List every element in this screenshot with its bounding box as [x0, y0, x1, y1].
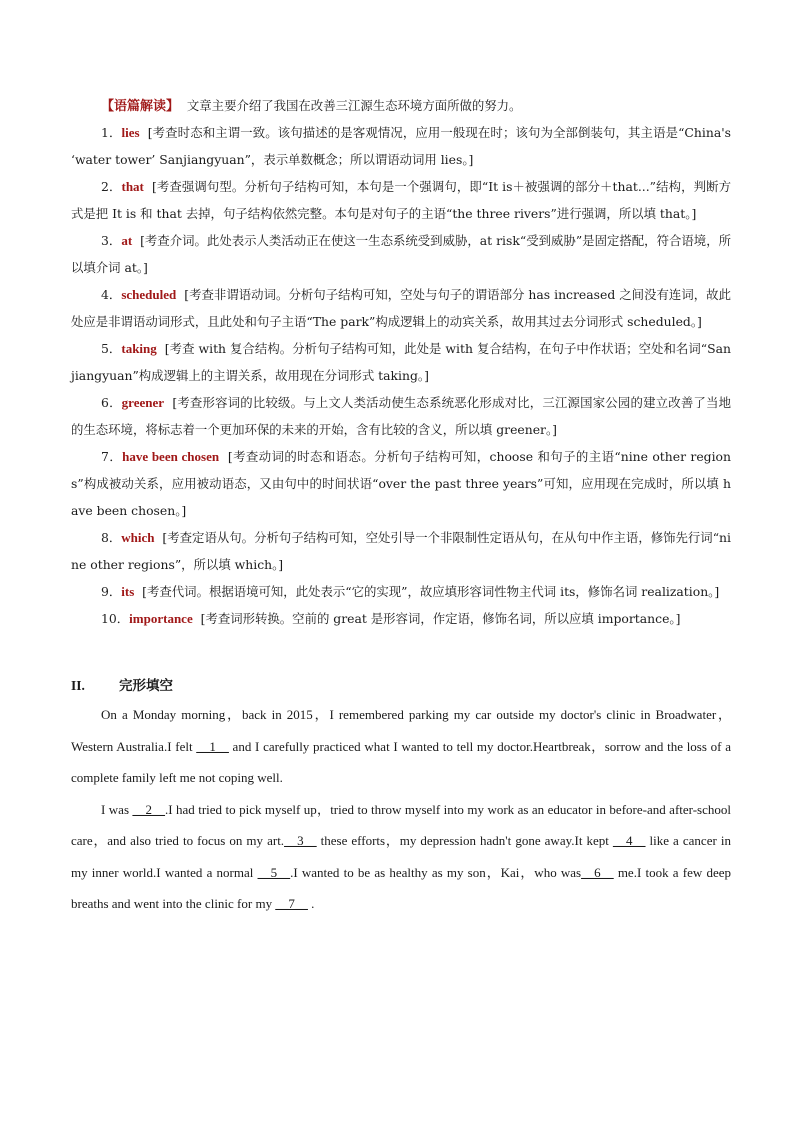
- document-content: [71, 92, 731, 920]
- answer-number: 6．: [101, 395, 122, 410]
- answer-word: have been chosen: [122, 449, 220, 464]
- answer-number: 10．: [101, 611, 130, 626]
- passage-text: these efforts，my depression hadn't gone away.It kept: [316, 833, 613, 848]
- answer-item: [71, 281, 731, 335]
- cloze-blank: __5__: [257, 864, 291, 880]
- answer-item: [71, 443, 731, 524]
- answer-item: [71, 389, 731, 443]
- passage-text: .I wanted to be as healthy as my son，Kai，who was: [290, 864, 582, 880]
- cloze-blank: __4__: [612, 833, 646, 848]
- answer-word: importance: [129, 611, 193, 626]
- passage-paragraph: [71, 699, 731, 794]
- answer-word: its: [121, 584, 135, 599]
- passage-text: .: [307, 896, 315, 911]
- answer-word: taking: [121, 341, 157, 356]
- answer-number: 7．: [101, 449, 123, 464]
- intro-label: 【语篇解读】: [101, 98, 180, 113]
- section-heading: [71, 672, 731, 699]
- answer-word: which: [121, 530, 155, 545]
- answer-item: [71, 335, 731, 389]
- answer-number: 5．: [101, 341, 122, 356]
- answer-number: 4．: [101, 287, 122, 302]
- passage-text: me.I took a few deep breaths and went into the clinic for my: [71, 864, 731, 911]
- answer-number: 8．: [101, 530, 122, 545]
- answer-item: [71, 605, 731, 632]
- cloze-blank: __1__: [196, 738, 229, 754]
- passage-text: On a Monday morning，back in 2015，I remembered parking my car outside my doctor's clinic in Broadwater，Western Australia.I felt: [71, 707, 732, 754]
- answer-item: [71, 173, 731, 227]
- section-number: II.: [71, 678, 85, 693]
- answer-explanation: [考查 with 复合结构。分析句子结构可知，此处是 with 复合结构，在句子中作状语；空处和名词“Sanjiangyuan”构成逻辑上的主谓关系，故用现在分词形式 taking。]: [71, 341, 731, 383]
- answer-explanation: [考查形容词的比较级。与上文人类活动使生态系统恶化形成对比，三江源国家公园的建立改善了当地的生态环境，将标志着一个更加环保的未来的开始，含有比较的含义，所以填 greener。]: [71, 395, 731, 437]
- answer-explanation: [考查动词的时态和语态。分析句子结构可知，choose 和句子的主语“nine other regions”构成被动关系，应用被动语态，又由句中的时间状语“over the past three years”可知，应用现在完成时，所以填 have been chosen。]: [71, 449, 731, 518]
- passage-text: I was: [101, 801, 133, 817]
- answer-item: [71, 227, 731, 281]
- answer-explanation: [考查代词。根据语境可知，此处表示“它的实现”，故应填形容词性物主代词 its，修饰名词 realization。]: [142, 584, 720, 599]
- answer-explanation: [考查定语从句。分析句子结构可知，空处引导一个非限制性定语从句，在从句中作主语，修饰先行词“nine other regions”，所以填 which。]: [71, 530, 731, 572]
- answer-item: [71, 524, 731, 578]
- answer-word: that: [121, 179, 144, 194]
- answer-word: at: [121, 233, 133, 248]
- answer-word: lies: [121, 125, 140, 140]
- answer-word: greener: [121, 395, 165, 410]
- section-title: 完形填空: [119, 678, 173, 693]
- intro-paragraph: [71, 92, 731, 119]
- cloze-passage: [71, 699, 731, 920]
- answer-explanation: [考查时态和主谓一致。该句描述的是客观情况，应用一般现在时；该句为全部倒装句，其主语是“China's ‘water tower’ Sanjiangyuan”，表示单数概念；所以谓语动词用 lies。]: [71, 125, 731, 167]
- passage-text: and I carefully practiced what I wanted to tell my doctor.Heartbreak，sorrow and the loss of a complete family left me not coping well.: [71, 738, 731, 785]
- cloze-blank: __2__: [132, 801, 165, 817]
- answer-number: 3．: [101, 233, 122, 248]
- answer-list: [71, 119, 731, 632]
- answer-explanation: [考查强调句型。分析句子结构可知，本句是一个强调句，即“It is＋被强调的部分＋that...”结构，判断方式是把 It is 和 that 去掉，句子结构依然完整。本句是对句子的主语“the three rivers”进行强调，所以填 that。]: [71, 179, 731, 221]
- cloze-blank: __7__: [275, 896, 308, 911]
- answer-number: 1．: [101, 125, 122, 140]
- answer-number: 2．: [101, 179, 122, 194]
- answer-explanation: [考查介词。此处表示人类活动正在使这一生态系统受到威胁，at risk“受到威胁”是固定搭配，符合语境，所以填介词 at。]: [71, 233, 731, 275]
- answer-explanation: [考查非谓语动词。分析句子结构可知，空处与句子的谓语部分 has increased 之间没有连词，故此处应是非谓语动词形式，且此处和句子主语“The park”构成逻辑上的动宾关系，故用其过去分词形式 scheduled。]: [71, 287, 731, 329]
- passage-text: .I had tried to pick myself up，tried to throw myself into my work as an educator in before-and after-school care，and also tried to focus on my art.: [71, 801, 731, 848]
- answer-explanation: [考查词形转换。空前的 great 是形容词，作定语，修饰名词，所以应填 importance。]: [200, 611, 681, 626]
- cloze-blank: __3__: [284, 833, 317, 848]
- passage-text: like a cancer in my inner world.I wanted a normal: [71, 833, 731, 880]
- answer-number: 9．: [101, 584, 122, 599]
- cloze-blank: __6__: [581, 864, 614, 880]
- spacer: [71, 632, 731, 672]
- passage-paragraph: [71, 794, 731, 920]
- answer-word: scheduled: [121, 287, 177, 302]
- answer-item: [71, 119, 731, 173]
- answer-item: [71, 578, 731, 605]
- intro-text: 文章主要介绍了我国在改善三江源生态环境方面所做的努力。: [186, 98, 522, 113]
